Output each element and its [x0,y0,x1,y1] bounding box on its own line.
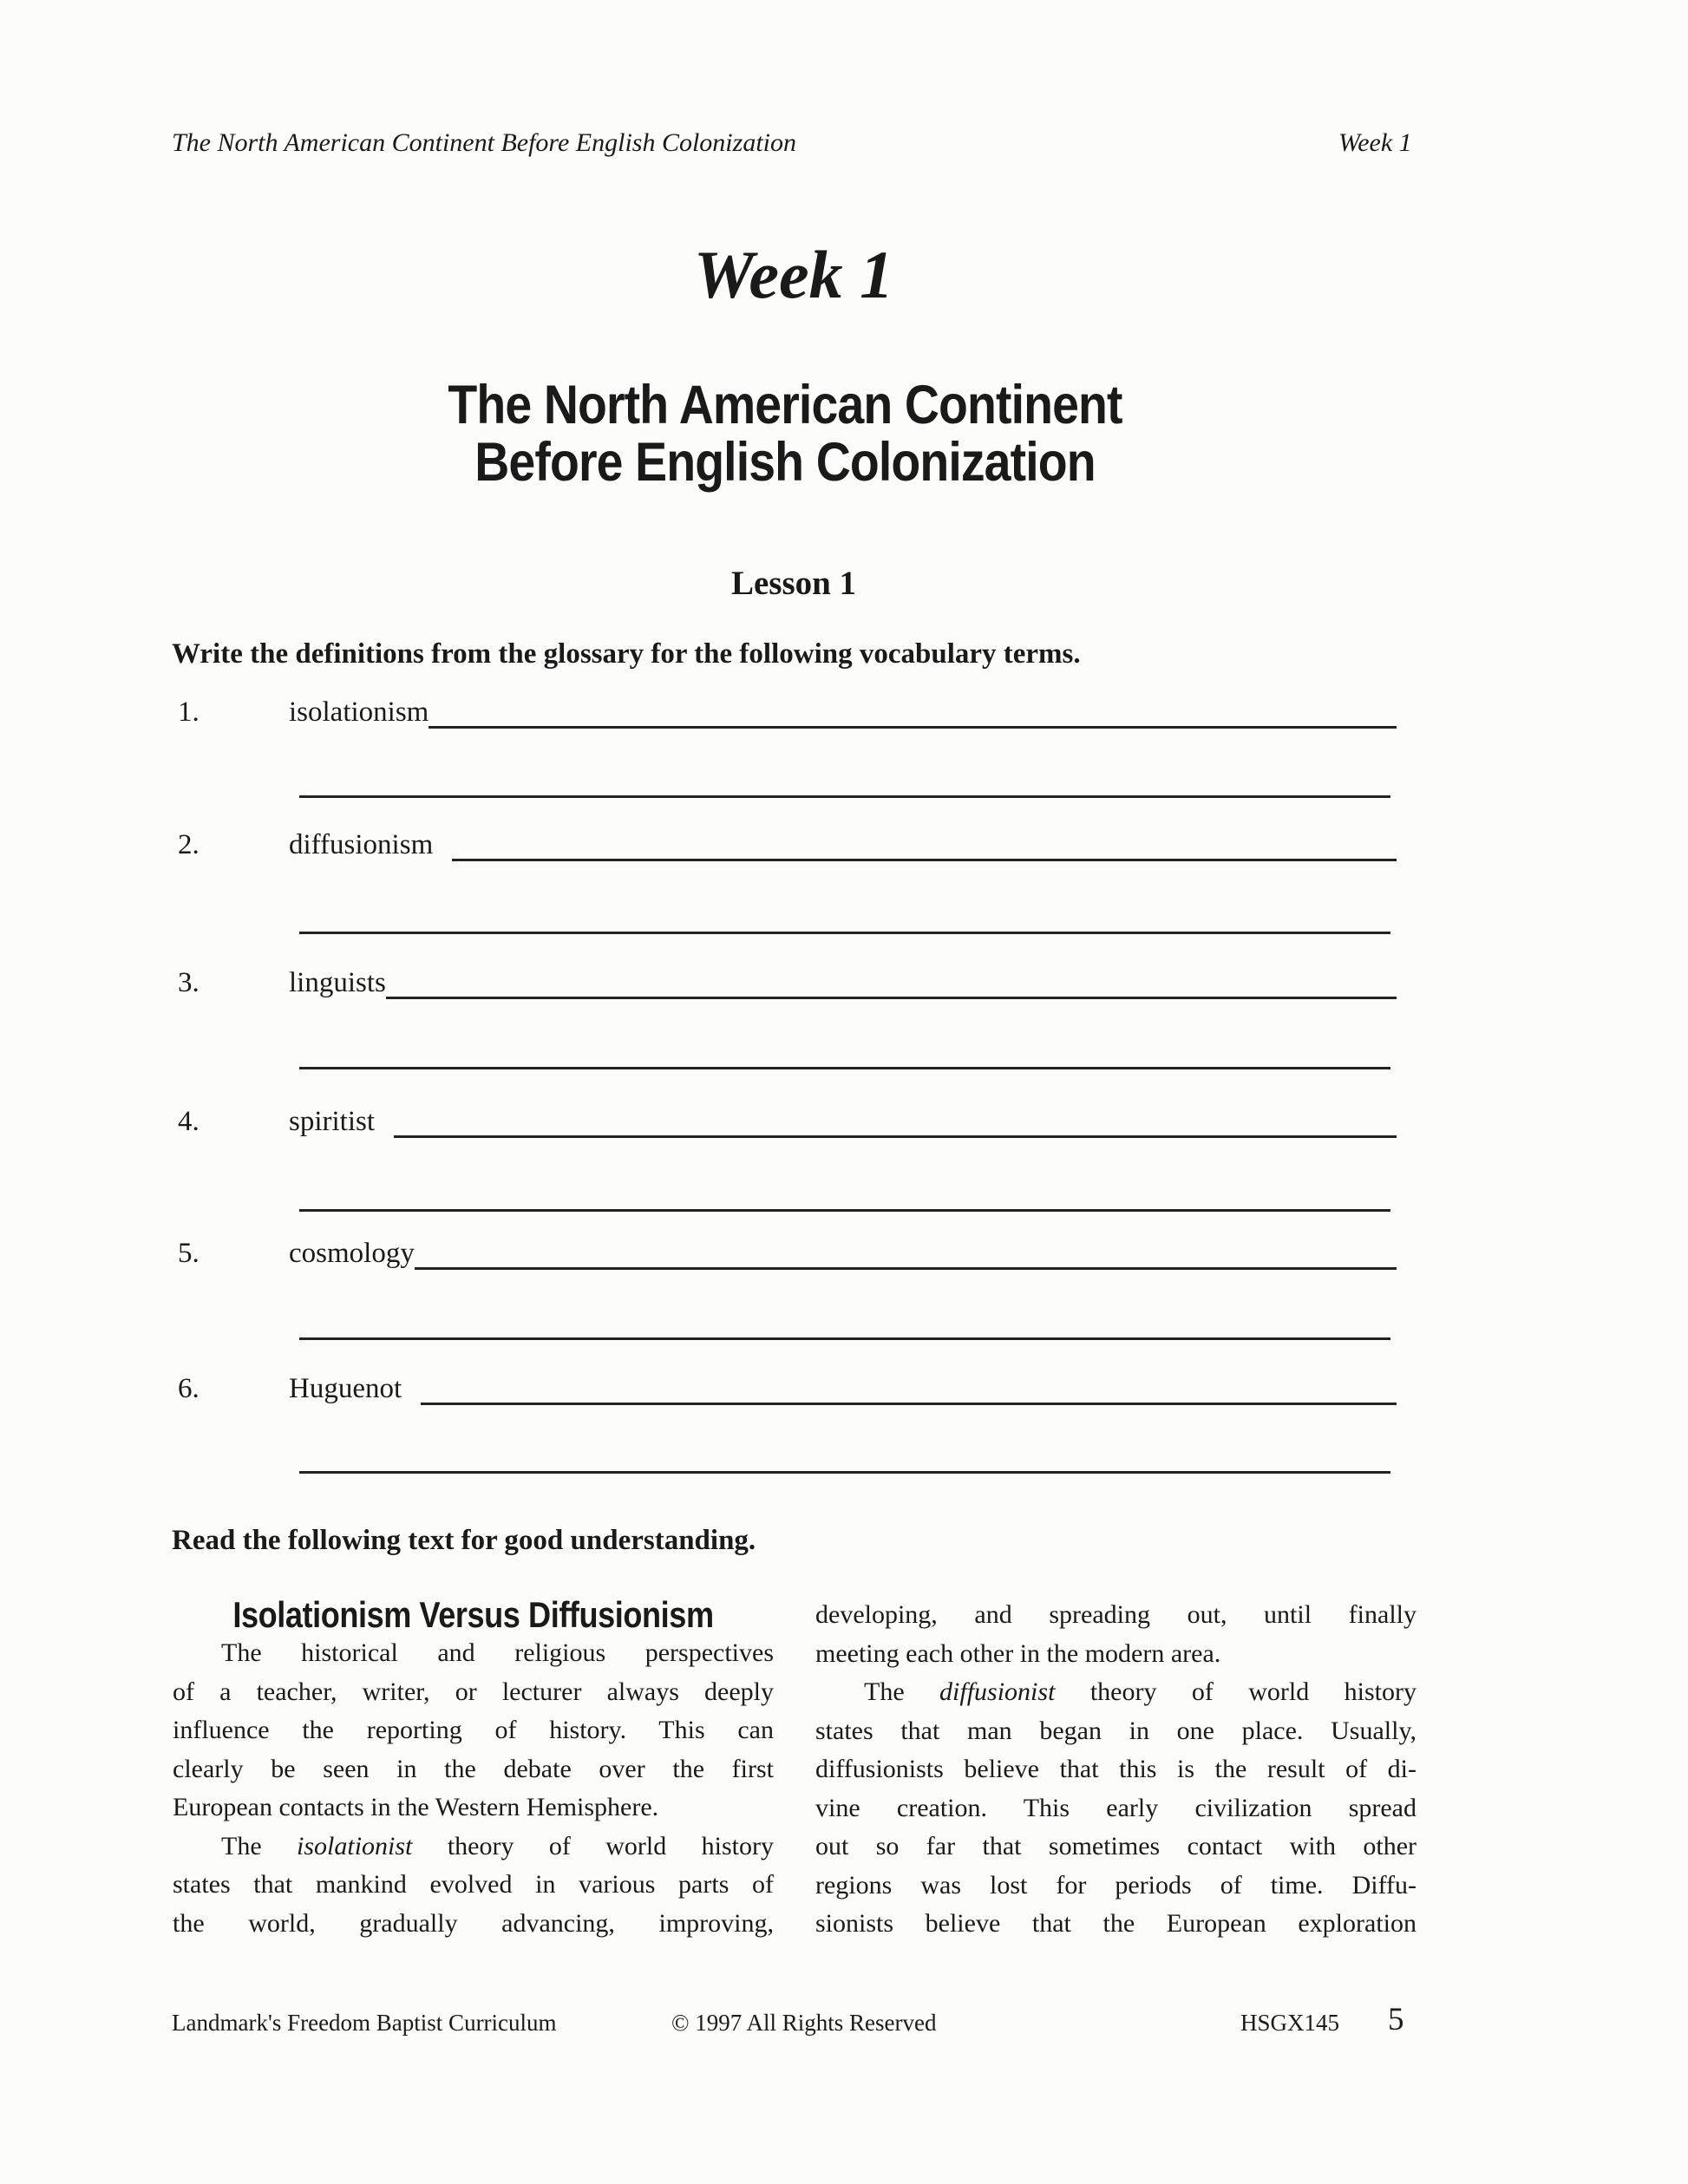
definition-blank-line [299,932,1390,934]
vocab-term: isolationism [289,696,429,728]
vocab-number: 4. [178,1106,200,1137]
passage-line: The diffusionist theory of world history [864,1677,1416,1706]
passage-line: developing, and spreading out, until finally [815,1600,1416,1629]
definition-blank-line [299,795,1390,798]
passage-line: The historical and religious perspectives [221,1638,774,1667]
definition-blank-line [299,1337,1390,1340]
definition-blank-line [429,726,1397,729]
running-header-week: Week 1 [1338,128,1412,157]
reading-instruction: Read the following text for good understanding. [172,1525,756,1556]
vocab-number: 3. [178,967,200,998]
footer-course-code: HSGX145 [1240,2010,1340,2036]
passage-line: clearly be seen in the debate over the first [173,1754,774,1783]
passage-line: the world, gradually advancing, improving, [173,1908,774,1938]
footer-publisher: Landmark's Freedom Baptist Curriculum [172,2010,557,2036]
definition-blank-line [299,1209,1390,1212]
chapter-subtitle-line2: Before English Colonization [474,432,1096,493]
week-title: Week 1 [693,237,894,312]
reading-left-column [173,1596,774,1944]
passage-line: diffusionists believe that this is the result of di- [815,1755,1416,1783]
vocab-row-isolationism [178,694,1397,729]
definition-blank-line [452,859,1397,861]
chapter-subtitle-line1: The North American Continent [448,375,1122,435]
vocab-row-cosmology [178,1235,1397,1270]
definition-blank-line [299,1067,1390,1069]
passage-line: meeting each other in the modern area. [815,1638,1221,1668]
passage-line: states that mankind evolved in various parts of [173,1870,774,1899]
chapter-subtitle [243,376,1327,491]
vocab-row-diffusionism [178,827,1397,861]
passage-line: European contacts in the Western Hemisphere. [173,1793,659,1821]
reading-right-column [815,1596,1416,1944]
vocab-number: 2. [178,829,200,860]
passage-line: states that man began in one place. Usually, [815,1716,1416,1745]
lesson-heading: Lesson 1 [730,565,857,602]
vocab-term: spiritist [289,1106,376,1137]
passage-line: The isolationist theory of world history [221,1831,774,1860]
vocab-row-spiritist [178,1103,1397,1138]
definition-blank-line [299,1471,1390,1474]
vocabulary-instruction: Write the definitions from the glossary for the following vocabulary terms. [172,638,1081,670]
vocab-term: Huguenot [289,1373,402,1404]
reading-passage [173,1596,1416,1944]
passage-line: sionists believe that the European exploration [815,1909,1416,1938]
vocab-term: cosmology [289,1238,415,1269]
vocab-number: 6. [178,1373,200,1404]
vocab-number: 1. [178,696,200,728]
passage-line: out so far that sometimes contact with other [815,1832,1416,1860]
passage-line: vine creation. This early civilization spread [815,1793,1416,1822]
vocab-term: diffusionism [289,829,434,860]
footer-page-number: 5 [1388,2002,1404,2037]
passage-line: regions was lost for periods of time. Diffu- [815,1870,1416,1900]
passage-line: influence the reporting of history. This can [173,1716,774,1744]
definition-blank-line [386,997,1397,999]
definition-blank-line [394,1135,1397,1138]
footer-copyright: © 1997 All Rights Reserved [671,2010,937,2036]
vocab-row-linguists [178,964,1397,999]
vocab-term: linguists [289,967,386,998]
passage-line: of a teacher, writer, or lecturer always deeply [173,1677,774,1706]
definition-blank-line [415,1267,1397,1270]
vocab-row-huguenot [178,1370,1397,1405]
vocab-number: 5. [178,1238,200,1269]
running-header-title: The North American Continent Before English Colonization [172,128,796,157]
definition-blank-line [421,1403,1397,1405]
passage-heading: Isolationism Versus Diffusionism [232,1594,714,1635]
